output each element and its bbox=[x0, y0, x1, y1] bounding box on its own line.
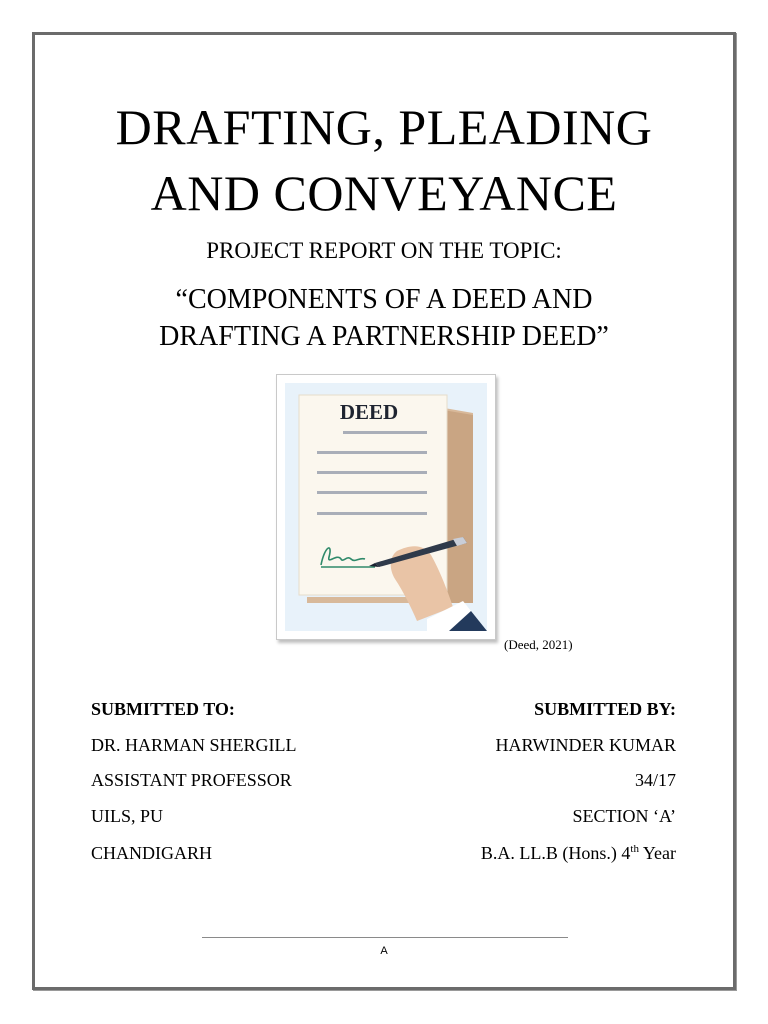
deed-heading: DEED bbox=[339, 400, 399, 424]
footer-divider bbox=[202, 937, 568, 938]
deed-signing-icon bbox=[277, 375, 495, 639]
deed-text-line bbox=[317, 471, 427, 474]
document-title-line-2: AND CONVEYANCE bbox=[150, 165, 618, 221]
figure-caption: (Deed, 2021) bbox=[504, 637, 573, 652]
submitted-to-name: DR. HARMAN SHERGILL bbox=[91, 735, 297, 755]
document-title-line-1: DRAFTING, PLEADING bbox=[115, 99, 653, 155]
submitted-to-designation: ASSISTANT PROFESSOR bbox=[91, 770, 292, 790]
deed-illustration bbox=[276, 374, 496, 640]
topic-line-1: “COMPONENTS OF A DEED AND bbox=[175, 284, 593, 315]
submitted-to-institution: UILS, PU bbox=[91, 806, 164, 826]
topic-line-2: DRAFTING A PARTNERSHIP DEED” bbox=[159, 321, 609, 352]
submitted-by-heading: SUBMITTED BY: bbox=[534, 699, 676, 719]
footer-page-label: A bbox=[380, 945, 388, 957]
submitted-by-roll-no: 34/17 bbox=[634, 770, 676, 790]
course-suffix: Year bbox=[638, 843, 676, 863]
report-subtitle: PROJECT REPORT ON THE TOPIC: bbox=[206, 238, 562, 263]
submitted-by-section: SECTION ‘A’ bbox=[572, 806, 676, 826]
submitted-to-heading: SUBMITTED TO: bbox=[91, 699, 235, 719]
course-ordinal: th bbox=[630, 843, 639, 855]
submitted-by-name: HARWINDER KUMAR bbox=[495, 735, 676, 755]
submitted-to-city: CHANDIGARH bbox=[91, 843, 212, 863]
deed-text-line bbox=[317, 451, 427, 454]
deed-text-line bbox=[317, 512, 427, 515]
submitted-by-course bbox=[481, 841, 676, 865]
deed-text-line bbox=[343, 431, 427, 434]
deed-text-line bbox=[317, 491, 427, 494]
course-prefix: B.A. LL.B (Hons.) 4 bbox=[480, 843, 631, 863]
